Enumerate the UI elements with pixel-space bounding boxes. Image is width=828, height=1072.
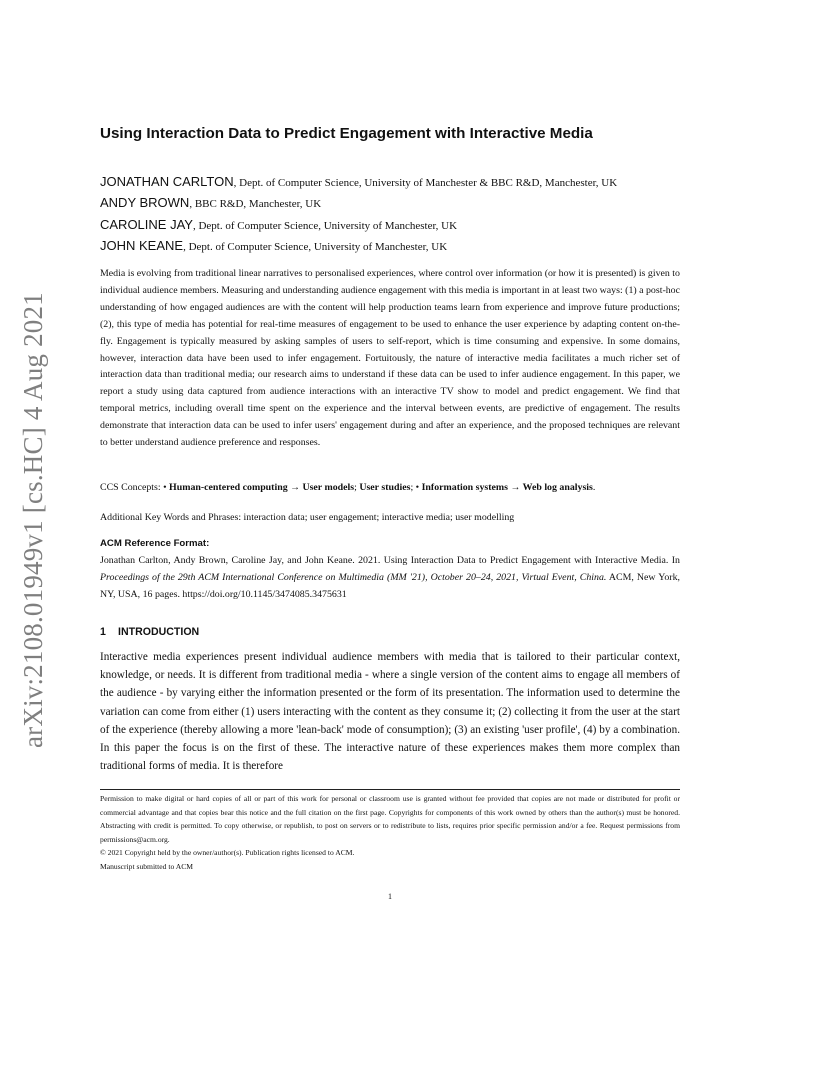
- manuscript-notice: Manuscript submitted to ACM: [100, 862, 194, 871]
- acm-reference-heading: ACM Reference Format:: [100, 538, 210, 549]
- reference-publisher: ACM, New York, NY, USA, 16 pages. https://doi.org/10.1145/3474085.3475631: [100, 571, 681, 600]
- author-name: JONATHAN CARLTON: [100, 174, 234, 189]
- section-title: INTRODUCTION: [118, 626, 200, 638]
- ccs-bullet: ; •: [410, 482, 422, 493]
- ccs-arrow: →: [508, 482, 523, 493]
- author-name: JOHN KEANE: [100, 238, 184, 253]
- acm-reference-text: [100, 553, 680, 604]
- author-line: [100, 217, 457, 232]
- author-affiliation: , BBC R&D, Manchester, UK: [189, 198, 322, 210]
- abstract: Media is evolving from traditional linear narratives to personalised experiences, where control over information (or how it is presented) is given to individual audience members. Measuring and understanding audience engagement with this media is important in at least two ways: (1) a post-hoc understanding of how engaged audiences are with the content will help production teams learn from experience and improve future productions; (2), this type of media has potential for real-time measures of engagement to be used to enhance the user experience by adapting content on-the-fly. Engagement is typically measured by asking samples of users to self-report, which is time consuming and expensive. In some domains, however, interaction data have been used to infer engagement. Fortuitously, the nature of interactive media facilitates a much richer set of interaction data than traditional media; our research aims to understand if these data can be used to infer audience engagement. In this paper, we report a study using data captured from audience interactions with an interactive TV show to model and predict engagement. We find that temporal metrics, including overall time spent on the experience and the interval between events, are predictive of engagement. The results demonstrate that interaction data can be used to infer users' engagement during and after an experience, and the proposed techniques are relevant to better understand audience preference and responses.: [100, 268, 681, 449]
- author-affiliation: , Dept. of Computer Science, University of Manchester & BBC R&D, Manchester, UK: [233, 177, 618, 189]
- paper-title: Using Interaction Data to Predict Engagement with Interactive Media: [100, 125, 593, 142]
- arxiv-stamp: arXiv:2108.01949v1 [cs.HC] 4 Aug 2021: [18, 292, 48, 748]
- ccs-end: .: [592, 482, 596, 493]
- ccs-concept: Information systems: [421, 482, 508, 493]
- copyright-notice: © 2021 Copyright held by the owner/author(s). Publication rights licensed to ACM.: [100, 848, 355, 857]
- footnote-divider: [100, 789, 680, 790]
- ccs-concept: User models: [302, 482, 355, 493]
- author-line: [100, 195, 321, 210]
- author-name: ANDY BROWN: [100, 195, 190, 210]
- ccs-separator: ;: [354, 482, 360, 493]
- ccs-arrow: →: [287, 482, 303, 493]
- ccs-concepts: [100, 480, 680, 497]
- reference-venue: Proceedings of the 29th ACM International Conference on Multimedia (MM '21), October 20–24, 2021, Virtual Event, China.: [100, 571, 607, 583]
- permission-notice: Permission to make digital or hard copies of all or part of this work for personal or classroom use is granted without fee provided that copies are not made or distributed for profit or commercial advantage and that copies bear this notice and the full citation on the first page. Copyrights for components of this work owned by others than the author(s) must be honored. Abstracting with credit is permitted. To copy otherwise, or republish, to post on servers or to redistribute to lists, requires prior specific permission and/or a fee. Request permissions from permissions@acm.org.: [100, 794, 680, 844]
- author-affiliation: , Dept. of Computer Science, University of Manchester, UK: [192, 220, 458, 232]
- ccs-bullet: •: [163, 482, 170, 493]
- ccs-label: CCS Concepts:: [100, 482, 164, 493]
- ccs-concept: User studies: [359, 482, 411, 493]
- ccs-concept: Human-centered computing: [169, 482, 288, 493]
- section-heading: [100, 626, 199, 638]
- acm-reference: [100, 536, 680, 604]
- reference-citation: Jonathan Carlton, Andy Brown, Caroline Jay, and John Keane. 2021. Using Interaction Data to Predict Engagement with Interactive Media. In: [100, 554, 680, 566]
- introduction-paragraph: Interactive media experiences present individual audience members with media that is tailored to their particular context, knowledge, or needs. It is different from traditional media - where a single version of the content aims to engage all members of the audience - by varying either the information presented or the form of its presentation. The information used to determine the variation can come from either (1) users interacting with the content as they consume it; (2) collecting it from the user at the start of the experience (thereby allowing a more 'lean-back' mode of consumption); (3) an existing 'user profile', (4) by a combination. In this paper the focus is on the first of these. The interactive nature of these experiences makes them more complex than traditional forms of media. It is therefore: [100, 651, 680, 773]
- keywords: Additional Key Words and Phrases: interaction data; user engagement; interactive media; user modelling: [100, 512, 515, 523]
- author-line: [100, 238, 447, 253]
- section-number: 1: [100, 626, 106, 638]
- author-name: CAROLINE JAY: [100, 217, 193, 232]
- ccs-concept: Web log analysis: [522, 482, 593, 493]
- author-line: [100, 174, 617, 189]
- page-number: 1: [388, 892, 392, 901]
- author-affiliation: , Dept. of Computer Science, University of Manchester, UK: [183, 241, 448, 253]
